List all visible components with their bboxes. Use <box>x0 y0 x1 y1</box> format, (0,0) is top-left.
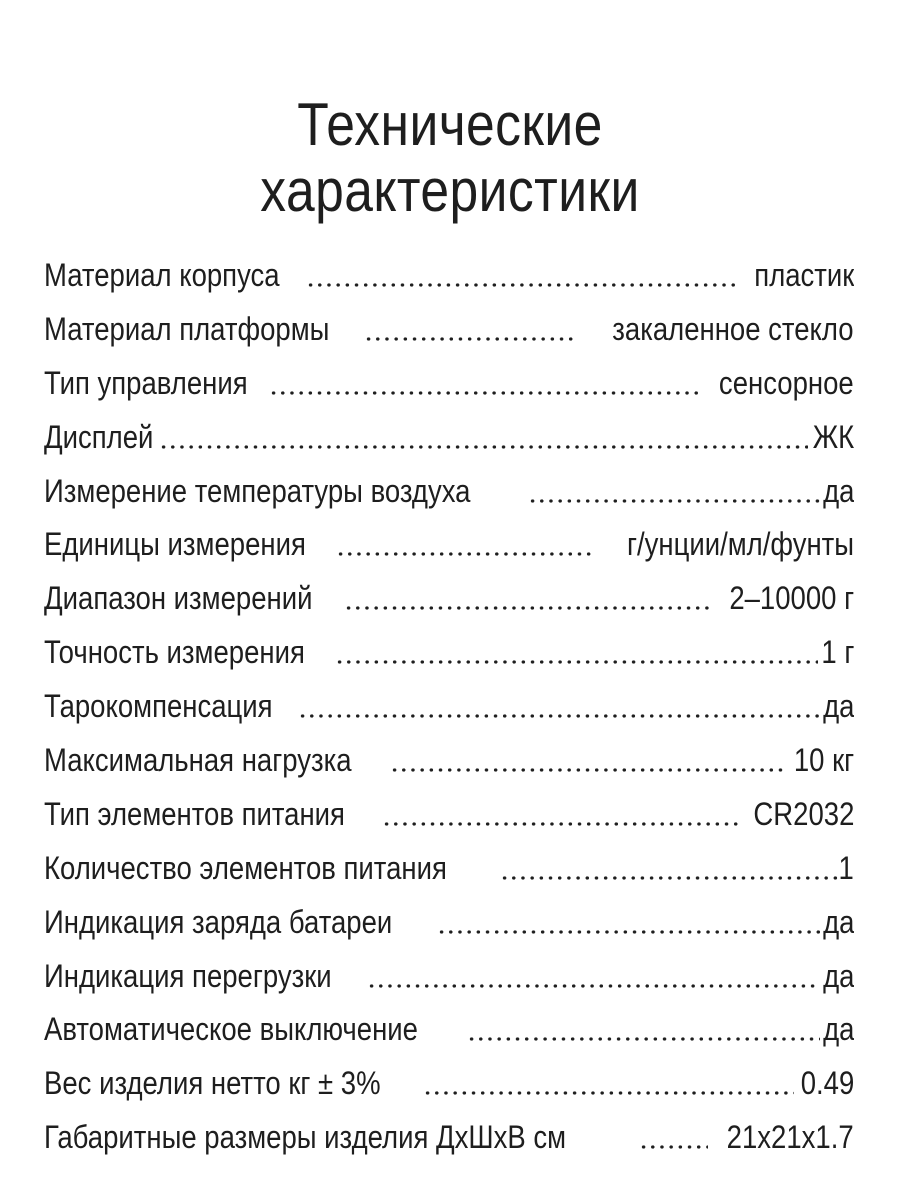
spec-name: Измерение температуры воздуха <box>44 472 471 509</box>
spec-value: да <box>822 1011 854 1048</box>
dot-leader <box>344 606 711 610</box>
spec-name: Вес изделия нетто кг ± 3% <box>44 1065 381 1102</box>
spec-name: Тип элементов питания <box>44 795 345 832</box>
spec-name: Точность измерения <box>44 634 305 671</box>
spec-value: 0.49 <box>800 1065 854 1102</box>
dot-leader <box>390 768 786 772</box>
spec-value: 1 г <box>821 634 854 671</box>
spec-row <box>44 248 854 302</box>
spec-row <box>44 1056 854 1110</box>
spec-row <box>44 949 854 1003</box>
dot-leader <box>269 391 700 395</box>
page-title-line-2: характеристики <box>260 157 640 225</box>
page-title-line-1: Технические <box>297 91 603 159</box>
dot-leader <box>639 1145 708 1149</box>
dot-leader <box>306 283 740 287</box>
spec-row <box>44 895 854 949</box>
dot-leader <box>467 1037 820 1041</box>
spec-name: Индикация заряда батареи <box>44 903 393 940</box>
spec-row <box>44 356 854 410</box>
page-title <box>63 92 837 224</box>
spec-row <box>44 841 854 895</box>
dot-leader <box>500 876 838 880</box>
spec-value: сенсорное <box>719 364 854 401</box>
spec-list <box>44 248 854 1164</box>
spec-name: Тип управления <box>44 364 248 401</box>
spec-name: Тарокомпенсация <box>44 688 273 725</box>
dot-leader <box>335 660 817 664</box>
spec-row <box>44 464 854 518</box>
spec-row <box>44 302 854 356</box>
spec-name: Диапазон измерений <box>44 580 313 617</box>
dot-leader <box>336 552 591 556</box>
spec-value: да <box>822 472 854 509</box>
spec-name: Максимальная нагрузка <box>44 741 352 778</box>
dot-leader <box>423 1091 793 1095</box>
spec-value: 1 <box>838 849 854 886</box>
spec-row <box>44 517 854 571</box>
spec-name: Индикация перегрузки <box>44 957 332 994</box>
spec-name: Габаритные размеры изделия ДхШхВ см <box>44 1119 567 1156</box>
dot-leader <box>364 337 576 341</box>
spec-value: да <box>822 957 854 994</box>
spec-value: да <box>822 688 854 725</box>
spec-value: 10 кг <box>793 741 854 778</box>
spec-name: Единицы измерения <box>44 526 306 563</box>
spec-value: закаленное стекло <box>612 310 854 347</box>
dot-leader <box>367 984 820 988</box>
dot-leader <box>437 930 820 934</box>
dot-leader <box>159 445 808 449</box>
spec-row <box>44 733 854 787</box>
spec-row <box>44 787 854 841</box>
spec-row <box>44 571 854 625</box>
spec-name: Автоматическое выключение <box>44 1011 418 1048</box>
spec-row <box>44 410 854 464</box>
dot-leader <box>528 499 820 503</box>
spec-row <box>44 1002 854 1056</box>
spec-value: пластик <box>753 256 854 293</box>
spec-name: Дисплей <box>44 418 154 455</box>
dot-leader <box>382 822 739 826</box>
spec-row <box>44 1110 854 1164</box>
spec-value: 21х21х1.7 <box>727 1119 854 1156</box>
spec-value: ЖК <box>812 418 854 455</box>
spec-name: Материал корпуса <box>44 256 280 293</box>
spec-value: г/унции/мл/фунты <box>626 526 854 563</box>
spec-name: Количество элементов питания <box>44 849 447 886</box>
spec-value: CR2032 <box>753 795 854 832</box>
dot-leader <box>298 714 820 718</box>
spec-value: да <box>822 903 854 940</box>
spec-row <box>44 679 854 733</box>
spec-name: Материал платформы <box>44 310 330 347</box>
spec-row <box>44 625 854 679</box>
spec-value: 2–10000 г <box>729 580 854 617</box>
